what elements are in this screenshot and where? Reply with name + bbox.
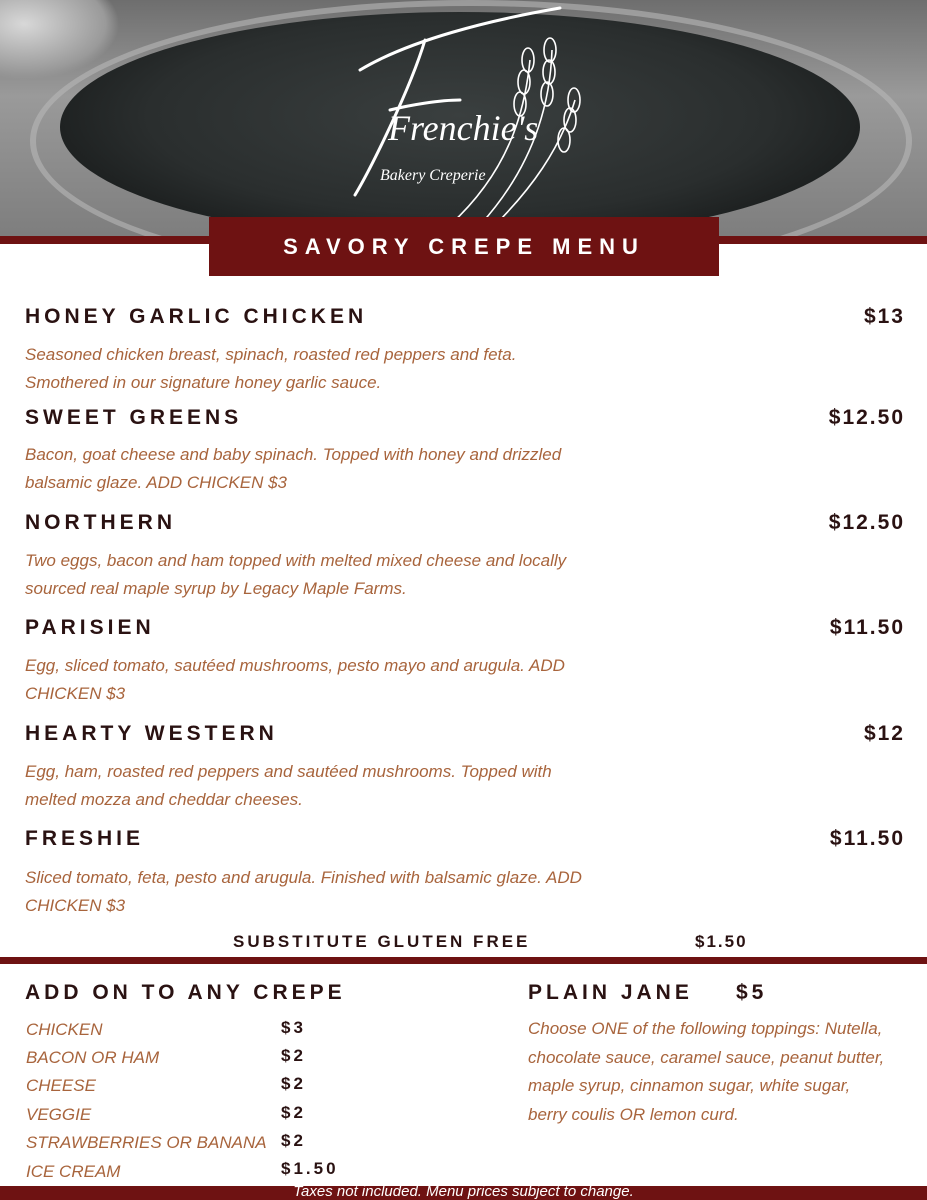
footer-note: Taxes not included. Menu prices subject to change. [293,1183,634,1200]
item-name-sweet-greens: SWEET GREENS [25,406,243,429]
item-price-hearty-western: $12 [863,722,905,745]
item-name-northern: NORTHERN [25,511,176,534]
item-desc-sweet-greens: Bacon, goat cheese and baby spinach. Topped with honey and drizzled balsamic glaze. ADD CHICKEN $3 [25,445,562,492]
addon-name-bacon-ham: BACON OR HAM [26,1048,160,1067]
item-price-parisien: $11.50 [829,616,905,639]
plain-jane-price: $5 [736,981,768,1004]
addon-price-veggie: $2 [281,1103,306,1122]
item-name-freshie: FRESHIE [25,827,145,850]
item-price-freshie: $11.50 [829,827,905,850]
item-desc-northern: Two eggs, bacon and ham topped with melted mixed cheese and locally sourced real maple syrup by Legacy Maple Farms. [25,551,567,598]
logo-name: Frenchie's [388,108,539,148]
item-desc-parisien: Egg, sliced tomato, sautéed mushrooms, pesto mayo and arugula. ADD CHICKEN $3 [25,656,565,703]
item-name-honey-garlic-chicken: HONEY GARLIC CHICKEN [25,305,368,328]
item-name-hearty-western: HEARTY WESTERN [25,722,278,745]
addon-name-cheese: CHEESE [26,1076,96,1095]
item-desc-honey-garlic-chicken: Seasoned chicken breast, spinach, roasted red peppers and feta. Smothered in our signature honey garlic sauce. [25,345,517,392]
item-price-honey-garlic-chicken: $13 [863,305,905,328]
item-name-parisien: PARISIEN [25,616,155,639]
item-desc-hearty-western: Egg, ham, roasted red peppers and sautéed mushrooms. Topped with melted mozza and cheddar cheeses. [25,762,552,809]
addon-name-strawberries-banana: STRAWBERRIES OR BANANA [26,1133,267,1152]
addon-name-veggie: VEGGIE [26,1105,92,1124]
addons-title: ADD ON TO ANY CREPE [25,981,346,1004]
plain-jane-desc: Choose ONE of the following toppings: Nutella, chocolate sauce, caramel sauce, peanut butter, maple syrup, cinnamon sugar, white sugar, berry coulis OR lemon curd. [528,1019,885,1124]
addon-price-cheese: $2 [281,1074,306,1093]
logo-subtitle: Bakery Creperie [380,167,486,184]
menu-title: SAVORY CREPE MENU [283,233,645,259]
item-price-sweet-greens: $12.50 [828,406,905,429]
addon-price-bacon-ham: $2 [281,1046,306,1065]
plain-jane-title: PLAIN JANE [528,981,693,1004]
addon-price-chicken: $3 [281,1018,306,1037]
addon-name-ice-cream: ICE CREAM [26,1162,121,1181]
item-desc-freshie: Sliced tomato, feta, pesto and arugula. Finished with balsamic glaze. ADD CHICKEN $3 [25,868,582,915]
menu-title-banner [209,217,719,276]
bakery-logo [330,0,610,240]
gluten-free-price: $1.50 [695,932,748,951]
gluten-free-label: SUBSTITUTE GLUTEN FREE [233,932,531,951]
addon-name-chicken: CHICKEN [26,1020,103,1039]
item-price-northern: $12.50 [828,511,905,534]
mid-divider-bar [0,957,927,964]
addon-price-ice-cream: $1.50 [281,1159,339,1178]
addon-price-strawberries-banana: $2 [281,1131,306,1150]
